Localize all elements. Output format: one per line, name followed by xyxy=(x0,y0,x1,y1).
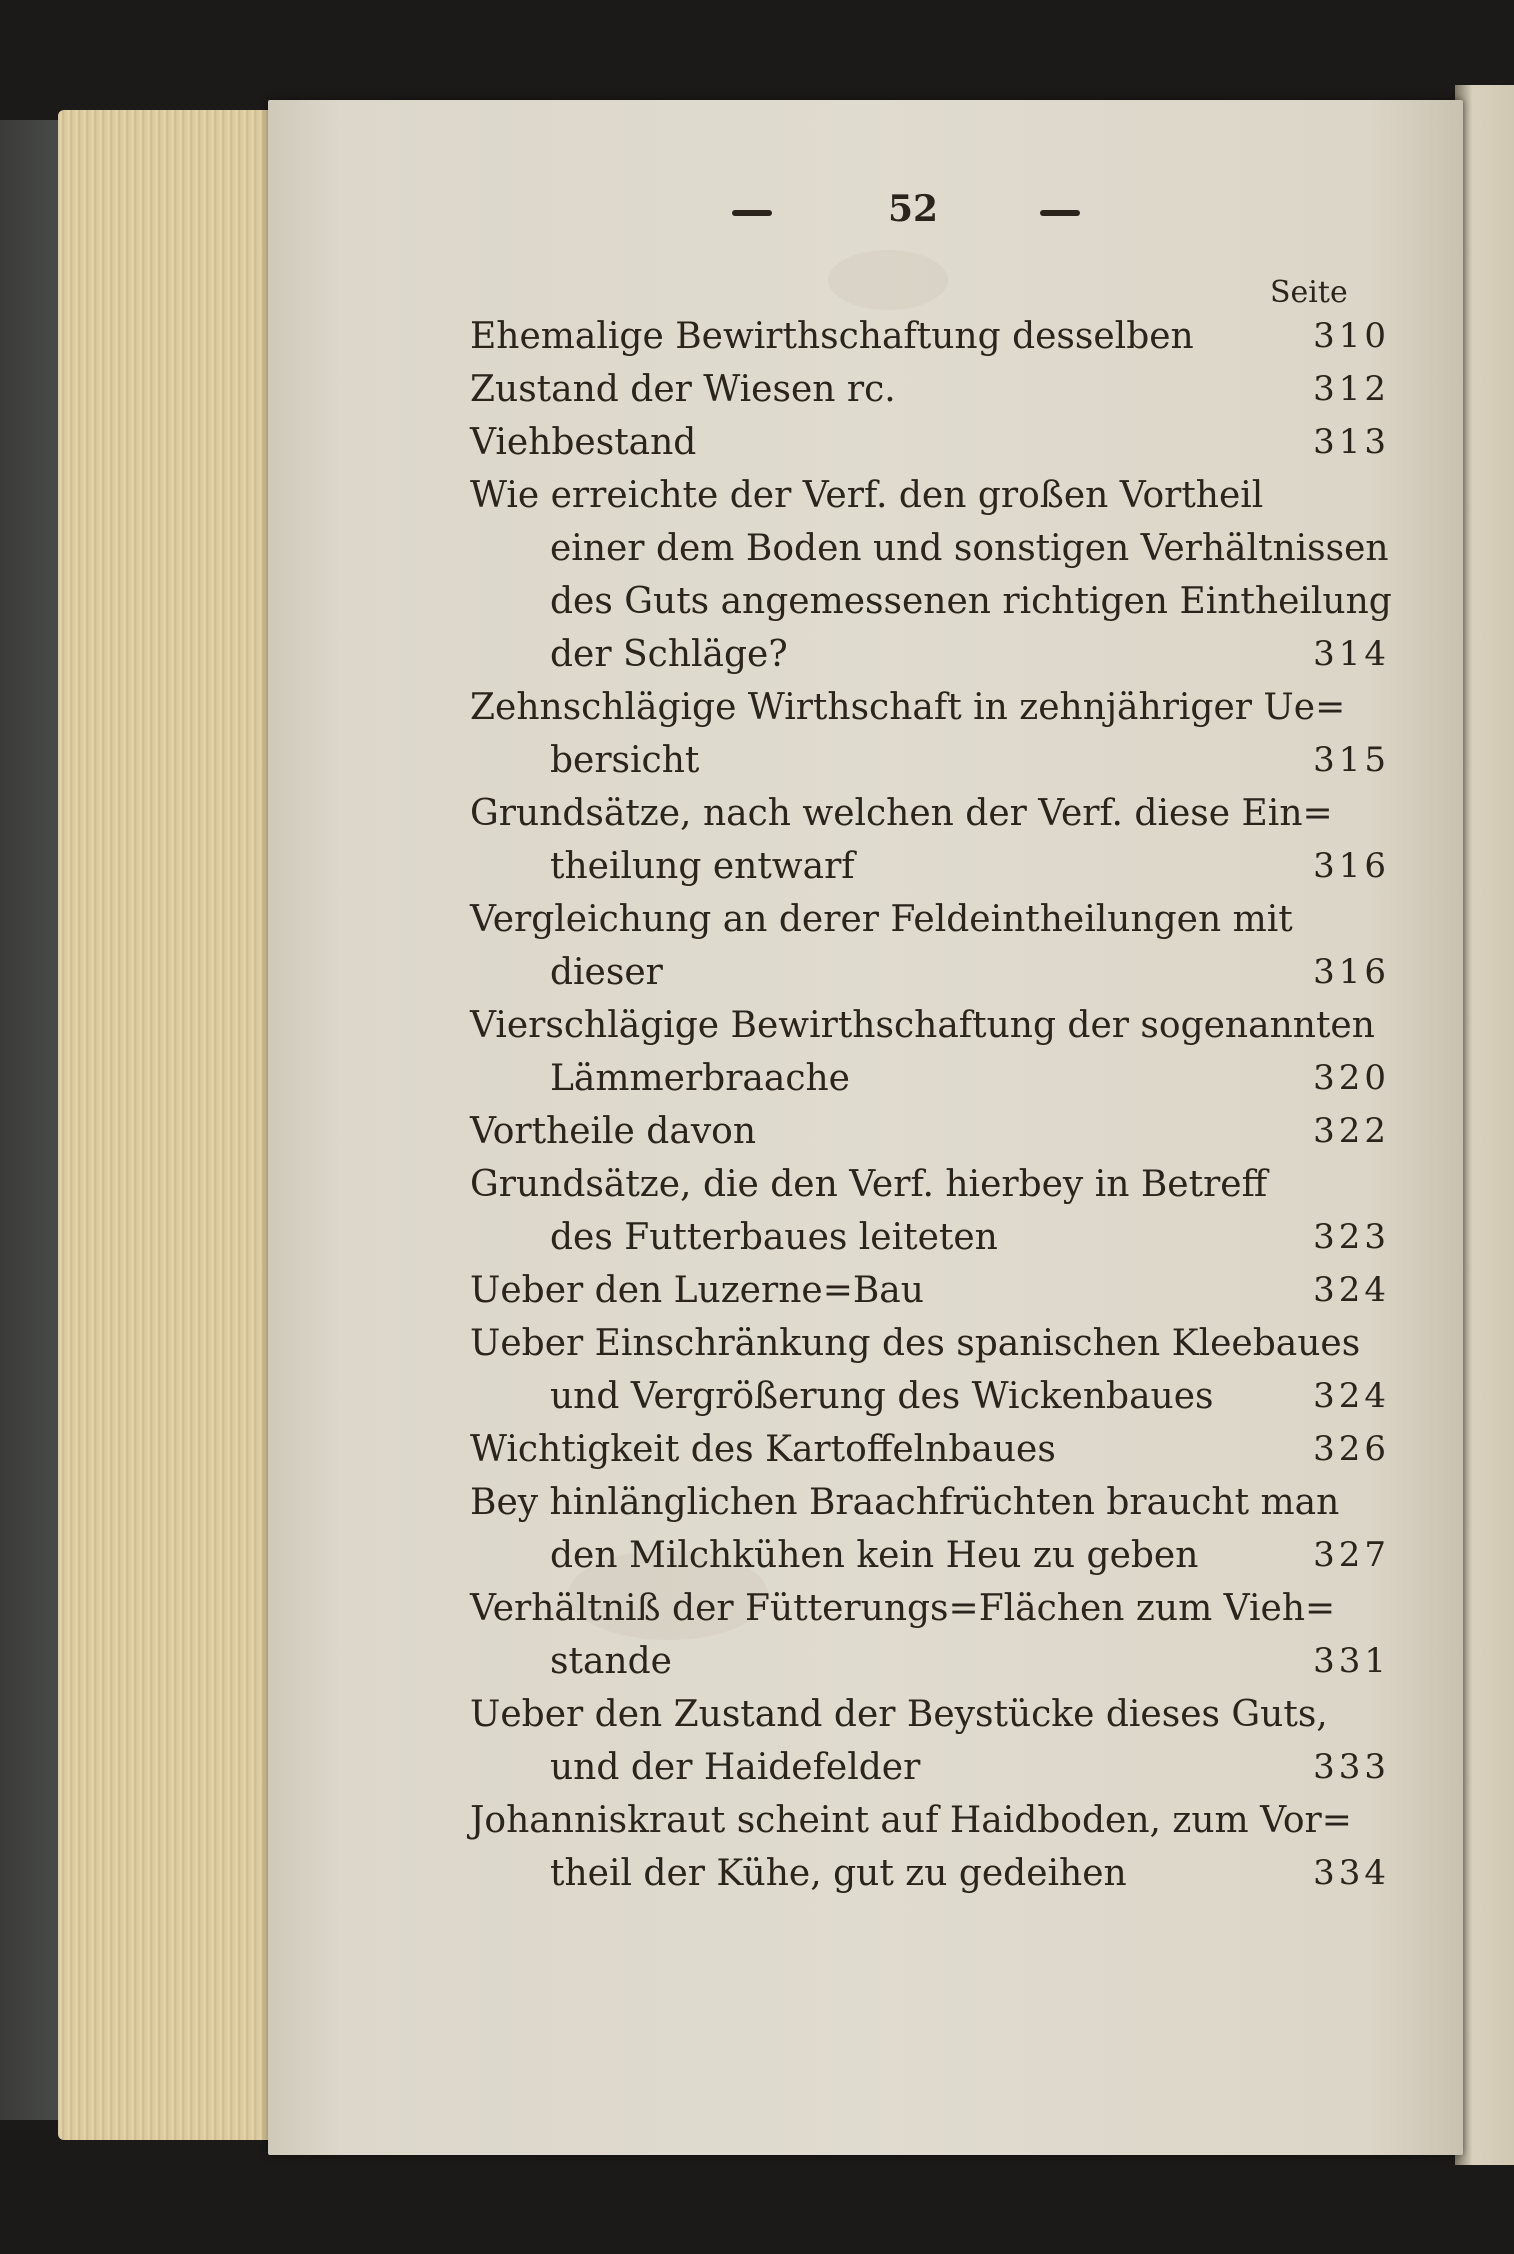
page-column-label: Seite xyxy=(1270,275,1348,310)
toc-entry-page: 314 xyxy=(1313,634,1390,674)
toc-entry-text: einer dem Boden und sonstigen Verhältnissen xyxy=(550,528,1389,569)
toc-entry-text: Ueber den Luzerne=Bau xyxy=(470,1270,924,1311)
toc-entry-text: Verhältniß der Fütterungs=Flächen zum Vieh= xyxy=(470,1588,1336,1629)
toc-entry-text: des Futterbaues leiteten xyxy=(550,1217,998,1258)
toc-entry-text: theil der Kühe, gut zu gedeihen xyxy=(550,1853,1127,1894)
toc-entry-text: und der Haidefelder xyxy=(550,1747,921,1788)
page-edges xyxy=(58,110,273,2140)
toc-entry-text: Zehnschlägige Wirthschaft in zehnjähriger Ue= xyxy=(470,687,1346,728)
toc-entry-text: Ueber den Zustand der Beystücke dieses Guts, xyxy=(470,1694,1328,1735)
toc-entry xyxy=(470,310,1390,363)
page-number: 52 xyxy=(888,188,939,230)
toc-entry-text: Grundsätze, nach welchen der Verf. diese Ein= xyxy=(470,793,1333,834)
toc-entry-text: Wie erreichte der Verf. den großen Vortheil xyxy=(470,475,1264,516)
toc-entry-page: 322 xyxy=(1313,1111,1390,1151)
toc-entry-text: dieser xyxy=(550,952,663,993)
page-header xyxy=(700,188,1120,238)
header-dash-left xyxy=(732,210,772,216)
toc-entry-text: theilung entwarf xyxy=(550,846,855,887)
toc-entry xyxy=(470,416,1390,469)
toc-entry xyxy=(470,893,1390,999)
toc-entry xyxy=(470,681,1390,787)
toc-entry xyxy=(470,1105,1390,1158)
toc-entry-page: 331 xyxy=(1313,1641,1390,1681)
toc-entry-text: Vierschlägige Bewirthschaftung der sogenannten xyxy=(470,1005,1375,1046)
toc-entry-page: 324 xyxy=(1313,1376,1390,1416)
toc-entry-page: 327 xyxy=(1313,1535,1390,1575)
toc-entry-text: Zustand der Wiesen rc. xyxy=(470,369,896,410)
toc-entry-page: 333 xyxy=(1313,1747,1390,1787)
toc-entry-page: 323 xyxy=(1313,1217,1390,1257)
toc-entry xyxy=(470,787,1390,893)
toc-entry-page: 312 xyxy=(1313,369,1390,409)
toc-entry xyxy=(470,1688,1390,1794)
toc-entry-text: stande xyxy=(550,1641,672,1682)
paper-stain xyxy=(828,250,948,310)
toc-entry-text: Johanniskraut scheint auf Haidboden, zum Vor= xyxy=(470,1800,1352,1841)
toc-entry xyxy=(470,1794,1390,1900)
toc-entry-text: Wichtigkeit des Kartoffelnbaues xyxy=(470,1429,1056,1470)
toc-entry-text: Grundsätze, die den Verf. hierbey in Betreff xyxy=(470,1164,1268,1205)
toc-entry-page: 324 xyxy=(1313,1270,1390,1310)
toc-entry-page: 313 xyxy=(1313,422,1390,462)
header-dash-right xyxy=(1040,210,1080,216)
toc-entry-text: Vortheile davon xyxy=(470,1111,757,1152)
toc-entry-page: 316 xyxy=(1313,952,1390,992)
toc-entry xyxy=(470,1582,1390,1688)
toc-entry-text: der Schläge? xyxy=(550,634,788,675)
toc-entry xyxy=(470,469,1392,681)
toc-entry-page: 310 xyxy=(1313,316,1390,356)
toc-entry-page: 316 xyxy=(1313,846,1390,886)
toc-entry xyxy=(470,1264,1390,1317)
toc-entry-text: Viehbestand xyxy=(470,422,697,463)
toc-entry-text: des Guts angemessenen richtigen Eintheilung xyxy=(550,581,1392,622)
toc-entry-text: Ueber Einschränkung des spanischen Kleebaues xyxy=(470,1323,1361,1364)
toc-entry-text: Lämmerbraache xyxy=(550,1058,850,1099)
toc-entry-page: 326 xyxy=(1313,1429,1390,1469)
toc-entry-text: Bey hinlänglichen Braachfrüchten braucht man xyxy=(470,1482,1340,1523)
toc-entry-text: und Vergrößerung des Wickenbaues xyxy=(550,1376,1214,1417)
toc-entry xyxy=(470,999,1390,1105)
toc-entry-page: 315 xyxy=(1313,740,1390,780)
toc-entry-page: 334 xyxy=(1313,1853,1390,1893)
facing-page-edge xyxy=(1455,85,1514,2165)
toc-entry-text: Vergleichung an derer Feldeintheilungen mit xyxy=(470,899,1293,940)
toc-entry xyxy=(470,1476,1390,1582)
toc-entry xyxy=(470,363,1390,416)
table-of-contents xyxy=(470,310,1392,1900)
toc-entry-text: Ehemalige Bewirthschaftung desselben xyxy=(470,316,1194,357)
toc-entry-page: 320 xyxy=(1313,1058,1390,1098)
toc-entry-text: den Milchkühen kein Heu zu geben xyxy=(550,1535,1199,1576)
toc-entry xyxy=(470,1423,1390,1476)
toc-entry xyxy=(470,1317,1390,1423)
toc-entry xyxy=(470,1158,1390,1264)
toc-entry-text: bersicht xyxy=(550,740,700,781)
